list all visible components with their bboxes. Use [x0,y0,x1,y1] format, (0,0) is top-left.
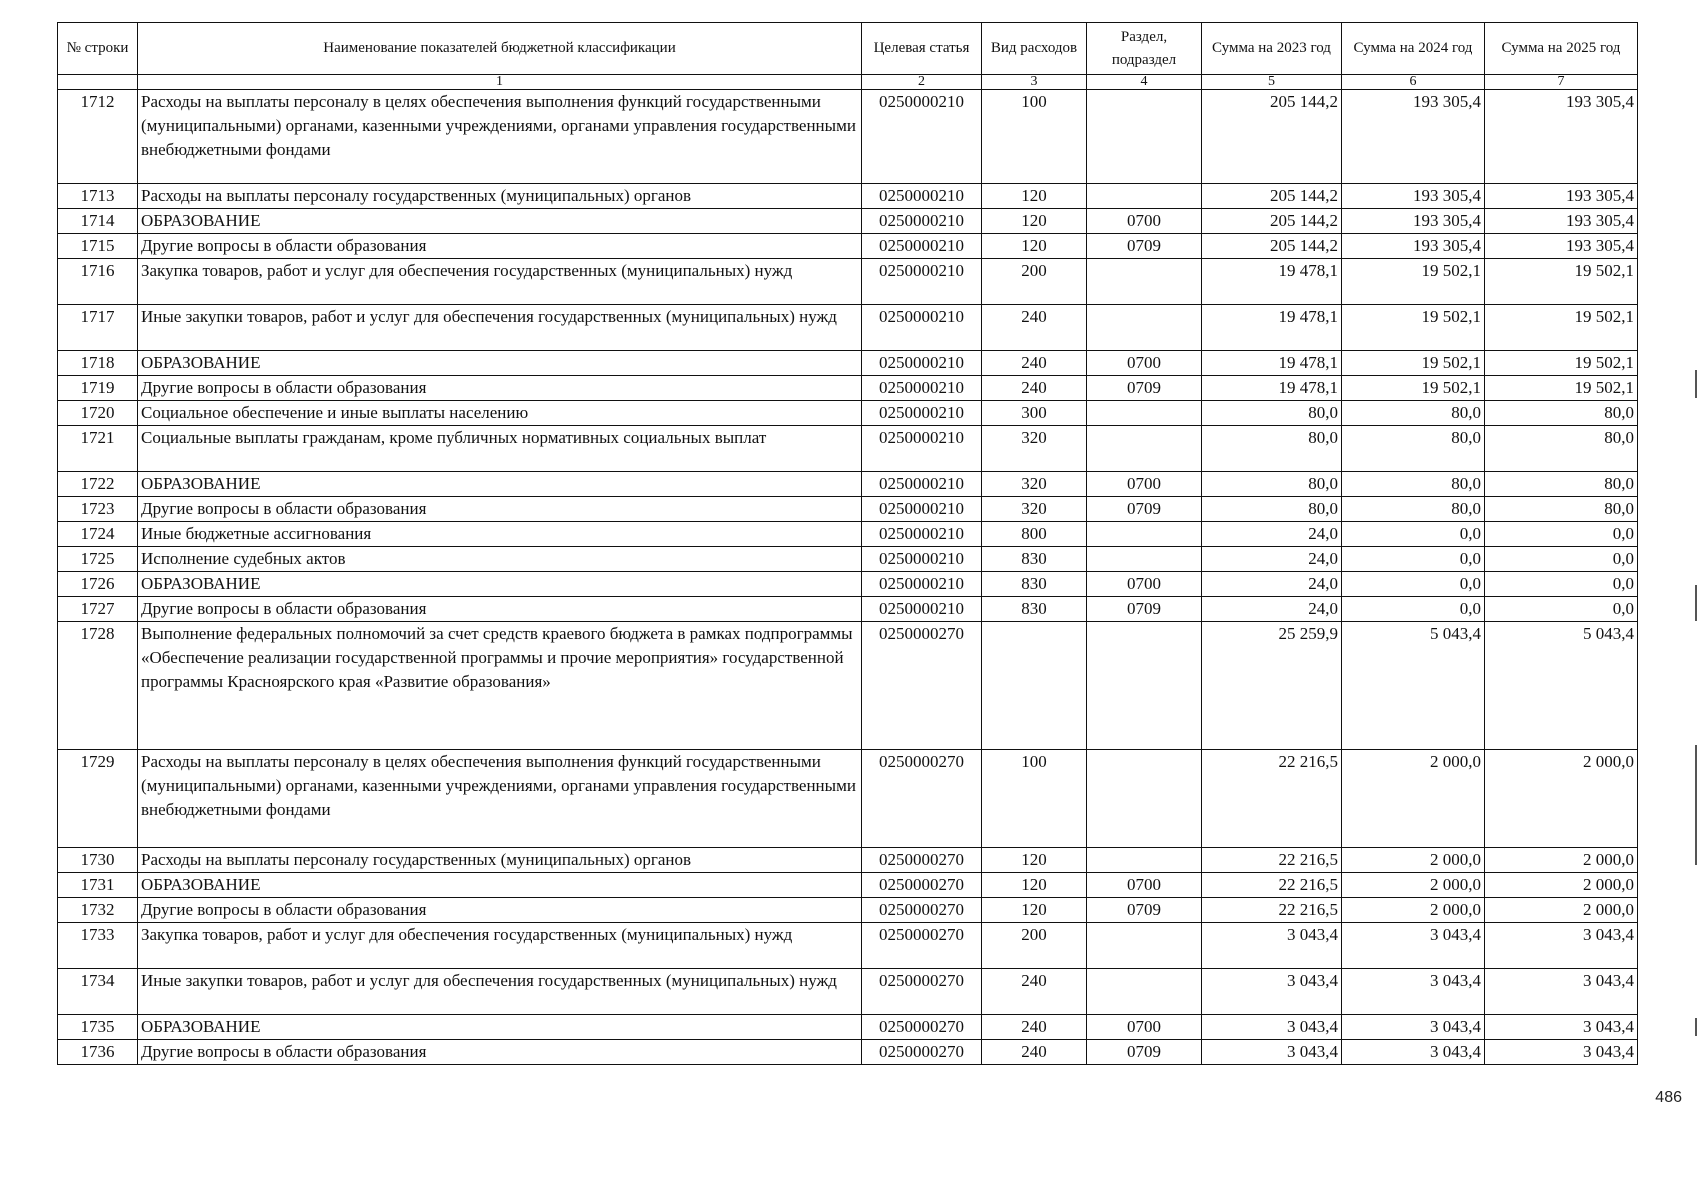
row-indicator-name: Другие вопросы в области образования [138,898,862,923]
row-target-article: 0250000270 [862,622,982,750]
row-section: 0700 [1087,472,1202,497]
table-row [58,184,1638,209]
row-number: 1728 [58,622,138,750]
row-section: 0709 [1087,1040,1202,1065]
table-row [58,305,1638,351]
row-section: 0700 [1087,209,1202,234]
row-sum-2024: 3 043,4 [1342,1040,1485,1065]
row-sum-2025: 193 305,4 [1485,90,1638,184]
row-sum-2025: 193 305,4 [1485,209,1638,234]
row-sum-2025: 193 305,4 [1485,234,1638,259]
row-indicator-name: Другие вопросы в области образования [138,597,862,622]
row-target-article: 0250000210 [862,90,982,184]
column-number: 6 [1342,75,1485,90]
row-sum-2023: 80,0 [1202,426,1342,472]
budget-classification-table [57,22,1638,1065]
row-target-article: 0250000210 [862,472,982,497]
budget-table-sheet [57,22,1637,1065]
table-row [58,234,1638,259]
column-number [58,75,138,90]
row-section [1087,522,1202,547]
row-expense-type: 120 [982,184,1087,209]
row-indicator-name: Другие вопросы в области образования [138,497,862,522]
table-row [58,522,1638,547]
row-target-article: 0250000270 [862,923,982,969]
row-number: 1721 [58,426,138,472]
row-sum-2024: 3 043,4 [1342,969,1485,1015]
row-indicator-name: Расходы на выплаты персоналу государственных (муниципальных) органов [138,184,862,209]
row-expense-type: 240 [982,305,1087,351]
table-row [58,472,1638,497]
row-sum-2025: 19 502,1 [1485,376,1638,401]
row-section: 0709 [1087,597,1202,622]
row-target-article: 0250000210 [862,259,982,305]
row-expense-type: 800 [982,522,1087,547]
row-target-article: 0250000210 [862,522,982,547]
row-expense-type: 240 [982,1015,1087,1040]
row-sum-2024: 2 000,0 [1342,848,1485,873]
row-section: 0709 [1087,234,1202,259]
row-indicator-name: ОБРАЗОВАНИЕ [138,1015,862,1040]
row-section [1087,305,1202,351]
header-section: Раздел, подраздел [1087,23,1202,75]
scan-edge-mark [1695,1018,1697,1036]
row-sum-2023: 205 144,2 [1202,90,1342,184]
row-sum-2023: 19 478,1 [1202,376,1342,401]
row-sum-2024: 19 502,1 [1342,305,1485,351]
row-section: 0709 [1087,376,1202,401]
table-row [58,90,1638,184]
row-sum-2023: 25 259,9 [1202,622,1342,750]
row-indicator-name: ОБРАЗОВАНИЕ [138,209,862,234]
row-target-article: 0250000210 [862,184,982,209]
row-sum-2023: 22 216,5 [1202,873,1342,898]
row-target-article: 0250000210 [862,572,982,597]
row-indicator-name: Другие вопросы в области образования [138,234,862,259]
row-indicator-name: ОБРАЗОВАНИЕ [138,873,862,898]
row-section [1087,90,1202,184]
column-number: 5 [1202,75,1342,90]
row-sum-2024: 193 305,4 [1342,209,1485,234]
row-sum-2024: 80,0 [1342,401,1485,426]
row-target-article: 0250000210 [862,426,982,472]
table-row [58,750,1638,848]
row-indicator-name: Закупка товаров, работ и услуг для обеспечения государственных (муниципальных) нужд [138,923,862,969]
row-number: 1713 [58,184,138,209]
header-row-number: № строки [58,23,138,75]
row-target-article: 0250000210 [862,597,982,622]
row-sum-2023: 3 043,4 [1202,969,1342,1015]
row-target-article: 0250000270 [862,1015,982,1040]
row-sum-2023: 19 478,1 [1202,351,1342,376]
row-sum-2024: 0,0 [1342,522,1485,547]
row-sum-2023: 19 478,1 [1202,305,1342,351]
row-sum-2024: 2 000,0 [1342,873,1485,898]
row-expense-type [982,622,1087,750]
row-expense-type: 240 [982,1040,1087,1065]
row-sum-2025: 2 000,0 [1485,848,1638,873]
table-row [58,622,1638,750]
row-number: 1714 [58,209,138,234]
row-sum-2024: 3 043,4 [1342,1015,1485,1040]
row-indicator-name: Исполнение судебных актов [138,547,862,572]
row-sum-2023: 22 216,5 [1202,750,1342,848]
row-sum-2024: 19 502,1 [1342,376,1485,401]
row-sum-2023: 205 144,2 [1202,234,1342,259]
row-sum-2023: 19 478,1 [1202,259,1342,305]
row-section: 0709 [1087,898,1202,923]
row-sum-2025: 3 043,4 [1485,1015,1638,1040]
row-sum-2023: 3 043,4 [1202,1040,1342,1065]
table-row [58,898,1638,923]
row-indicator-name: ОБРАЗОВАНИЕ [138,472,862,497]
row-sum-2023: 80,0 [1202,497,1342,522]
row-target-article: 0250000210 [862,209,982,234]
row-expense-type: 320 [982,426,1087,472]
row-sum-2025: 0,0 [1485,572,1638,597]
row-number: 1722 [58,472,138,497]
table-row [58,426,1638,472]
row-sum-2024: 3 043,4 [1342,923,1485,969]
row-sum-2023: 24,0 [1202,547,1342,572]
row-sum-2024: 193 305,4 [1342,234,1485,259]
row-expense-type: 120 [982,209,1087,234]
row-number: 1712 [58,90,138,184]
row-section [1087,426,1202,472]
scan-edge-mark [1695,370,1697,398]
row-sum-2025: 19 502,1 [1485,305,1638,351]
row-target-article: 0250000210 [862,351,982,376]
row-section [1087,923,1202,969]
row-sum-2024: 80,0 [1342,426,1485,472]
row-sum-2025: 3 043,4 [1485,969,1638,1015]
row-expense-type: 240 [982,351,1087,376]
row-indicator-name: Иные бюджетные ассигнования [138,522,862,547]
page-number: 486 [1655,1089,1682,1106]
row-number: 1717 [58,305,138,351]
row-sum-2024: 80,0 [1342,497,1485,522]
row-sum-2024: 19 502,1 [1342,351,1485,376]
row-number: 1731 [58,873,138,898]
row-target-article: 0250000210 [862,305,982,351]
header-indicator-name: Наименование показателей бюджетной классификации [138,23,862,75]
row-expense-type: 830 [982,572,1087,597]
row-number: 1730 [58,848,138,873]
row-expense-type: 100 [982,90,1087,184]
row-sum-2024: 193 305,4 [1342,90,1485,184]
row-expense-type: 300 [982,401,1087,426]
column-number: 7 [1485,75,1638,90]
row-sum-2025: 80,0 [1485,497,1638,522]
row-section [1087,547,1202,572]
scan-edge-mark [1695,585,1697,621]
header-sum-2024: Сумма на 2024 год [1342,23,1485,75]
header-sum-2025: Сумма на 2025 год [1485,23,1638,75]
row-expense-type: 830 [982,547,1087,572]
row-section: 0700 [1087,351,1202,376]
row-number: 1726 [58,572,138,597]
row-number: 1716 [58,259,138,305]
column-number: 1 [138,75,862,90]
row-sum-2023: 80,0 [1202,472,1342,497]
table-row [58,1015,1638,1040]
row-number: 1718 [58,351,138,376]
row-expense-type: 830 [982,597,1087,622]
row-sum-2025: 80,0 [1485,401,1638,426]
row-expense-type: 120 [982,873,1087,898]
row-sum-2024: 193 305,4 [1342,184,1485,209]
row-sum-2024: 0,0 [1342,547,1485,572]
row-sum-2024: 0,0 [1342,572,1485,597]
row-sum-2025: 3 043,4 [1485,1040,1638,1065]
row-number: 1725 [58,547,138,572]
row-section: 0700 [1087,873,1202,898]
row-indicator-name: ОБРАЗОВАНИЕ [138,572,862,597]
row-number: 1723 [58,497,138,522]
row-sum-2024: 0,0 [1342,597,1485,622]
row-section [1087,184,1202,209]
row-sum-2025: 2 000,0 [1485,873,1638,898]
table-row [58,376,1638,401]
row-target-article: 0250000270 [862,898,982,923]
row-sum-2023: 80,0 [1202,401,1342,426]
row-target-article: 0250000210 [862,376,982,401]
row-number: 1719 [58,376,138,401]
row-target-article: 0250000210 [862,497,982,522]
row-expense-type: 320 [982,472,1087,497]
row-sum-2025: 0,0 [1485,597,1638,622]
row-target-article: 0250000270 [862,848,982,873]
row-number: 1720 [58,401,138,426]
header-expense-type: Вид расходов [982,23,1087,75]
header-target-article: Целевая статья [862,23,982,75]
row-target-article: 0250000270 [862,750,982,848]
row-target-article: 0250000210 [862,234,982,259]
row-sum-2023: 205 144,2 [1202,209,1342,234]
row-indicator-name: Выполнение федеральных полномочий за счет средств краевого бюджета в рамках подпрограммы «Обеспечение реализации государственной программы и прочие мероприятия» государственной программы Красноярского края «Развитие образования» [138,622,862,750]
row-indicator-name: Закупка товаров, работ и услуг для обеспечения государственных (муниципальных) нужд [138,259,862,305]
row-target-article: 0250000210 [862,401,982,426]
row-expense-type: 320 [982,497,1087,522]
header-sum-2023: Сумма на 2023 год [1202,23,1342,75]
row-sum-2025: 193 305,4 [1485,184,1638,209]
row-target-article: 0250000210 [862,547,982,572]
row-expense-type: 120 [982,898,1087,923]
row-section: 0700 [1087,572,1202,597]
scan-edge-mark [1695,745,1697,865]
row-sum-2024: 19 502,1 [1342,259,1485,305]
row-sum-2025: 19 502,1 [1485,259,1638,305]
row-sum-2025: 5 043,4 [1485,622,1638,750]
table-row [58,923,1638,969]
row-expense-type: 240 [982,969,1087,1015]
row-number: 1715 [58,234,138,259]
row-sum-2024: 5 043,4 [1342,622,1485,750]
column-number-row [58,75,1638,90]
row-sum-2025: 80,0 [1485,426,1638,472]
table-header [58,23,1638,90]
row-expense-type: 240 [982,376,1087,401]
row-sum-2025: 3 043,4 [1485,923,1638,969]
row-section: 0709 [1087,497,1202,522]
row-sum-2025: 80,0 [1485,472,1638,497]
row-section [1087,259,1202,305]
row-sum-2024: 80,0 [1342,472,1485,497]
row-number: 1729 [58,750,138,848]
row-target-article: 0250000270 [862,969,982,1015]
row-expense-type: 200 [982,923,1087,969]
row-number: 1732 [58,898,138,923]
row-number: 1724 [58,522,138,547]
row-expense-type: 100 [982,750,1087,848]
row-section [1087,969,1202,1015]
column-number: 4 [1087,75,1202,90]
row-sum-2025: 0,0 [1485,522,1638,547]
row-indicator-name: ОБРАЗОВАНИЕ [138,351,862,376]
row-number: 1736 [58,1040,138,1065]
row-sum-2025: 0,0 [1485,547,1638,572]
row-indicator-name: Расходы на выплаты персоналу в целях обеспечения выполнения функций государственными (муниципальными) органами, казенными учреждениями, органами управления государственными внебюджетными фондами [138,90,862,184]
row-sum-2025: 2 000,0 [1485,898,1638,923]
column-number: 2 [862,75,982,90]
row-sum-2023: 24,0 [1202,522,1342,547]
row-sum-2024: 2 000,0 [1342,750,1485,848]
row-sum-2023: 22 216,5 [1202,898,1342,923]
row-section [1087,622,1202,750]
row-target-article: 0250000270 [862,1040,982,1065]
row-sum-2025: 19 502,1 [1485,351,1638,376]
table-row [58,969,1638,1015]
table-row [58,1040,1638,1065]
row-indicator-name: Расходы на выплаты персоналу государственных (муниципальных) органов [138,848,862,873]
table-row [58,209,1638,234]
row-indicator-name: Иные закупки товаров, работ и услуг для обеспечения государственных (муниципальных) нужд [138,305,862,351]
table-row [58,259,1638,305]
row-indicator-name: Социальное обеспечение и иные выплаты населению [138,401,862,426]
table-row [58,497,1638,522]
row-number: 1735 [58,1015,138,1040]
row-sum-2023: 3 043,4 [1202,1015,1342,1040]
table-row [58,873,1638,898]
table-row [58,547,1638,572]
table-row [58,597,1638,622]
row-sum-2023: 22 216,5 [1202,848,1342,873]
row-sum-2024: 2 000,0 [1342,898,1485,923]
row-number: 1734 [58,969,138,1015]
table-row [58,351,1638,376]
row-sum-2023: 205 144,2 [1202,184,1342,209]
table-row [58,848,1638,873]
row-sum-2023: 24,0 [1202,572,1342,597]
row-sum-2023: 3 043,4 [1202,923,1342,969]
row-indicator-name: Социальные выплаты гражданам, кроме публичных нормативных социальных выплат [138,426,862,472]
row-section [1087,848,1202,873]
row-section [1087,750,1202,848]
row-section [1087,401,1202,426]
row-indicator-name: Иные закупки товаров, работ и услуг для обеспечения государственных (муниципальных) нужд [138,969,862,1015]
row-indicator-name: Другие вопросы в области образования [138,376,862,401]
row-section: 0700 [1087,1015,1202,1040]
row-sum-2023: 24,0 [1202,597,1342,622]
row-sum-2025: 2 000,0 [1485,750,1638,848]
row-target-article: 0250000270 [862,873,982,898]
row-expense-type: 120 [982,848,1087,873]
column-number: 3 [982,75,1087,90]
table-row [58,401,1638,426]
table-row [58,572,1638,597]
row-indicator-name: Другие вопросы в области образования [138,1040,862,1065]
row-number: 1733 [58,923,138,969]
row-expense-type: 200 [982,259,1087,305]
row-expense-type: 120 [982,234,1087,259]
row-indicator-name: Расходы на выплаты персоналу в целях обеспечения выполнения функций государственными (муниципальными) органами, казенными учреждениями, органами управления государственными внебюджетными фондами [138,750,862,848]
row-number: 1727 [58,597,138,622]
table-body [58,90,1638,1065]
